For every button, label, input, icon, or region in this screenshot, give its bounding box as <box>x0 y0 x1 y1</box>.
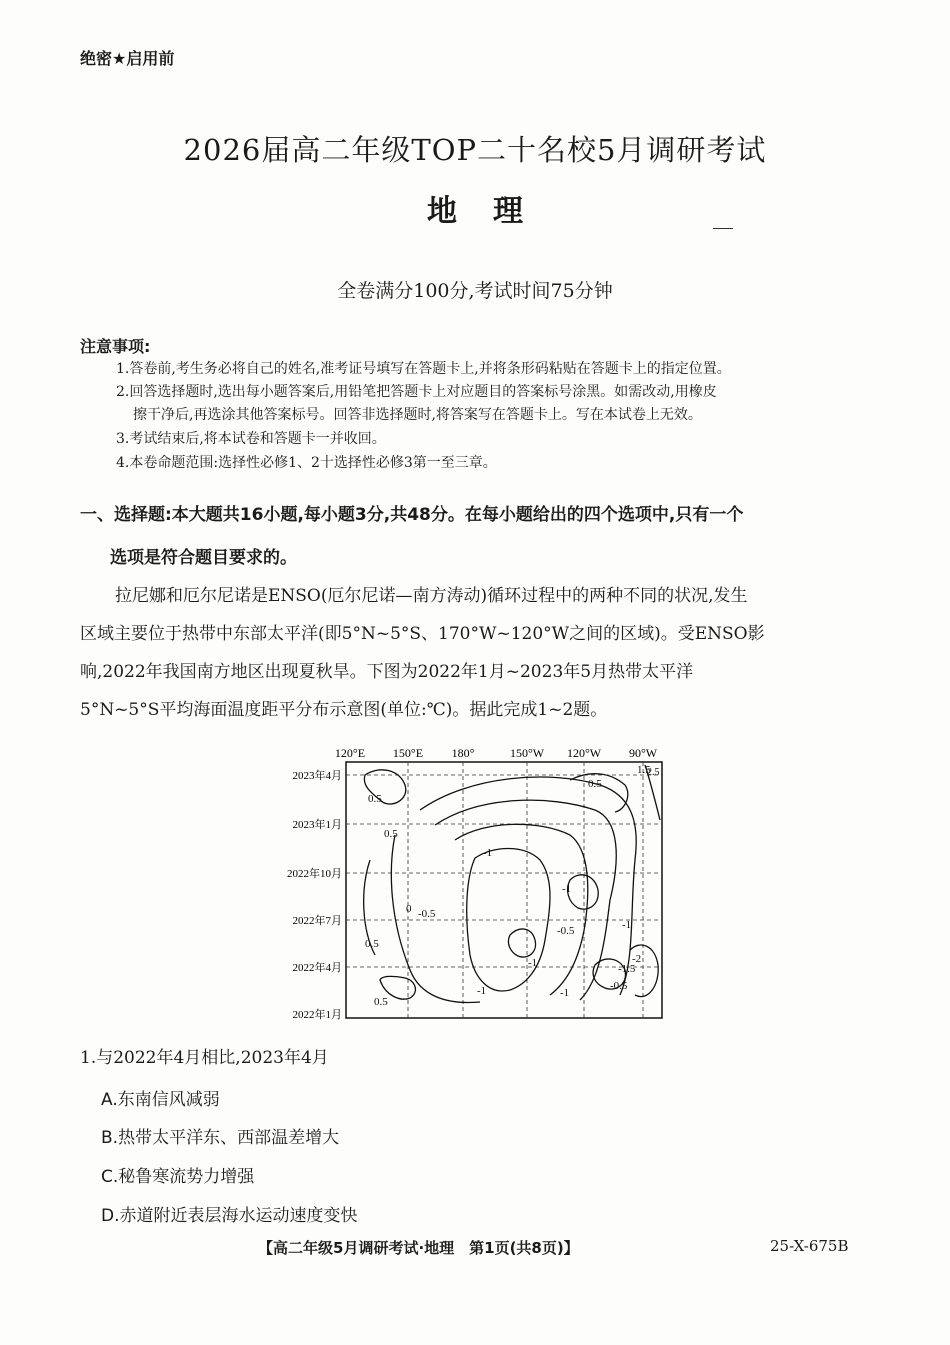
contour-label: -0.5 <box>557 925 575 937</box>
y-tick-label: 2022年4月 <box>292 962 342 974</box>
contour-label: 0 <box>406 903 412 915</box>
y-tick-label: 2023年4月 <box>292 770 342 782</box>
question-stem: 1.与2022年4月相比,2023年4月 <box>80 1048 329 1068</box>
x-tick-label: 120°W <box>566 746 602 760</box>
contour-label: 0.5 <box>384 828 398 840</box>
passage-line: 响,2022年我国南方地区出现夏秋旱。下图为2022年1月~2023年5月热带太平洋 <box>80 662 694 682</box>
contour-label: -1 <box>477 985 487 997</box>
y-tick-label: 2022年10月 <box>287 868 342 880</box>
contour-label: -0.5 <box>610 980 628 992</box>
y-tick-label: 2022年7月 <box>292 915 342 927</box>
x-tick-label: 180° <box>451 746 475 760</box>
option-b[interactable]: B.热带太平洋东、西部温差增大 <box>101 1128 340 1148</box>
y-tick-label: 2022年1月 <box>292 1009 342 1021</box>
section-heading-cont: 选项是符合题目要求的。 <box>110 548 297 568</box>
note-item: 4.本卷命题范围:选择性必修1、2十选择性必修3第一至三章。 <box>116 455 497 471</box>
confidential-mark: 绝密★启用前 <box>80 49 175 68</box>
x-tick-label: 120°E <box>334 746 366 760</box>
note-item: 擦干净后,再选涂其他答案标号。回答非选择题时,将答案写在答题卡上。写在本试卷上无效。 <box>133 407 702 423</box>
y-tick-label: 2023年1月 <box>292 819 342 831</box>
contour-label: 0.5 <box>368 793 382 805</box>
contour-label: -1 <box>622 919 632 931</box>
x-tick-label: 150°E <box>392 746 424 760</box>
passage-line: 区域主要位于热带中东部太平洋(即5°N~5°S、170°W~120°W之间的区域)。受ENSO影 <box>80 624 765 644</box>
option-c[interactable]: C.秘鲁寒流势力增强 <box>101 1167 255 1187</box>
note-item: 3.考试结束后,将本试卷和答题卡一并收回。 <box>116 431 386 447</box>
subject-title: 地理 <box>427 194 559 229</box>
contour-label: -1 <box>528 957 538 969</box>
contour-label: 0.5 <box>365 938 379 950</box>
passage-line: 5°N~5°S平均海面温度距平分布示意图(单位:℃)。据此完成1~2题。 <box>80 700 608 720</box>
option-a[interactable]: A.东南信风减弱 <box>101 1090 220 1110</box>
x-tick-label: 90°W <box>628 746 658 760</box>
contour-label: -1 <box>483 847 493 859</box>
contour-label: 1.5 <box>637 764 651 776</box>
page-footer: 【高二年级5月调研考试·地理 第1页(共8页)】 <box>258 1239 579 1257</box>
passage-line: 拉尼娜和厄尔尼诺是ENSO(厄尔尼诺—南方涛动)循环过程中的两种不同的状况,发生 <box>115 586 748 606</box>
contour-label: -0.5 <box>418 908 436 920</box>
exam-code: 25-X-675B <box>770 1237 849 1255</box>
section-heading: 一、选择题:本大题共16小题,每小题3分,共48分。在每小题给出的四个选项中,只有一个 <box>80 505 744 525</box>
full-marks: 全卷满分100分,考试时间75分钟 <box>337 280 613 302</box>
contour-label: 2.5 <box>647 767 660 778</box>
option-d[interactable]: D.赤道附近表层海水运动速度变快 <box>101 1206 358 1226</box>
x-tick-label: 150°W <box>509 746 545 760</box>
contour-label: -1.5 <box>618 963 636 975</box>
contour-label: -1 <box>562 883 572 895</box>
note-item: 2.回答选择题时,选出每小题答案后,用铅笔把答题卡上对应题目的答案标号涂黑。如需改动,用橡皮 <box>116 384 717 400</box>
notes-heading: 注意事项: <box>80 337 151 356</box>
divider <box>713 228 733 229</box>
note-item: 1.答卷前,考生务必将自己的姓名,准考证号填写在答题卡上,并将条形码粘贴在答题卡上的指定位置。 <box>116 361 731 377</box>
contour-label: 0.5 <box>588 778 602 790</box>
contour-label: -2 <box>632 953 642 965</box>
sst-anomaly-chart <box>270 740 680 1030</box>
contour-label: 0.5 <box>374 996 388 1008</box>
exam-title: 2026届高二年级TOP二十名校5月调研考试 <box>183 133 767 167</box>
contour-label: -1 <box>560 987 570 999</box>
